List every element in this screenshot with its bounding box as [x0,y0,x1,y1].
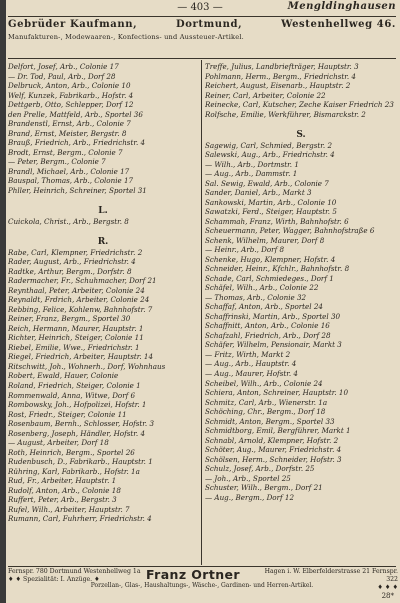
directory-entry: Brodt, Ernst, Bergm., Colonie 7 [8,147,123,157]
directory-entry: Schmidtborg, Emil, Bergführer, Markt 1 [205,426,351,436]
ad-bottom-rule [8,58,396,59]
directory-entry: Brauß, Friedrich, Arb., Friedrichstr. 4 [8,138,146,148]
signature-mark: 28* [381,592,394,600]
section-gap [205,119,397,129]
section-gap [8,226,198,236]
directory-entry: — Aug., Maurer, Hofstr. 4 [205,368,298,378]
directory-entry: Brandl, Michael, Arb., Colonie 17 [8,166,130,176]
directory-entry: Rabe, Carl, Klempner, Friedrichstr. 2 [8,247,143,257]
directory-entry: Rudenbusch, D., Fabrikarb., Hauptstr. 1 [8,457,153,467]
directory-entry: Riebel, Emilie, Wwe., Friedrichstr. 1 [8,342,140,352]
directory-entry: Scheuermann, Peter, Wagger, Bahnhofstraße 6 [205,226,375,236]
directory-entry: Sawatzki, Ferd., Steiger, Hauptstr. 5 [205,207,337,217]
section-letter: L. [98,205,108,216]
directory-entry: Reiner, Franz, Bergm., Sportel 30 [8,314,131,324]
directory-entry: Dettgerb, Otto, Schlepper, Dorf 12 [8,100,134,110]
directory-entry: — Thomas, Arb., Colonie 32 [205,292,307,302]
directory-entry: Reichert, August, Eisenarb., Hauptstr. 2 [205,81,351,91]
left-column [8,62,198,562]
directory-entry: — Wilh., Arb., Dortmstr. 1 [205,159,299,169]
directory-entry: Rombowsky, Joh., Hofpolizei, Hofstr. 1 [8,400,147,410]
directory-entry: Ritschwitt, Joh., Wohnerh., Dorf, Wohnhaus [8,361,166,371]
directory-entry: — Dr. Tod, Paul, Arb., Dorf 28 [8,71,116,81]
page-number: — 403 — [177,2,223,13]
directory-entry: Schiera, Anton, Schreiner, Hauptstr. 10 [205,388,348,398]
ad-city: Dortmund, [176,19,243,30]
directory-entry: Schölsen, Herm., Schneider, Hofstr. 3 [205,454,342,464]
directory-entry: Phller, Heinrich, Schreiner, Sportel 31 [8,185,147,195]
directory-entry: Richter, Heinrich, Steiger, Colonie 11 [8,333,144,343]
directory-entry: Reich, Hermann, Maurer, Hauptstr. 1 [8,323,144,333]
directory-entry: Schaffrinski, Martin, Arb., Sportel 30 [205,311,341,321]
top-advertisement [8,18,396,58]
directory-entry: Schöching, Chr., Bergm., Dorf 18 [205,407,326,417]
directory-entry: Welf, Kunzek, Fabrikarb., Hofstr. 4 [8,90,134,100]
directory-entry: Rebbing, Felice, Kohlenw, Bahnhofstr. 7 [8,304,153,314]
directory-entry: Sankowski, Martin, Arb., Colonie 10 [205,197,337,207]
directory-entry: — August, Arbeiter, Dorf 18 [8,438,109,448]
directory-entry: Delbruck, Anton, Arb., Colonie 10 [8,81,131,91]
directory-entry: — Aug., Arb., Hauptstr. 4 [205,359,297,369]
directory-entry: Rufel, Wilh., Arbeiter, Hauptstr. 7 [8,504,130,514]
directory-entry: Schammah, Franz, Wirth, Bahnhofstr. 6 [205,216,349,226]
directory-entry: Rost, Friedr., Steiger, Colonie 11 [8,409,127,419]
ad-address: Westenhellweg 46. [281,19,396,30]
directory-entry: Schmitz, Carl, Arb., Wienerstr. 1a [205,397,328,407]
section-gap [8,195,198,205]
footer-goods: Porzellan-, Glas-, Haushaltungs-, Wäsche-, Gardinen- und Herren-Artikel. [90,582,314,589]
directory-entry: Schnabl, Arnold, Klempner, Hofstr. 2 [205,435,339,445]
section-letter: R. [97,236,109,247]
directory-entry: Brandenstl, Ernst, Arb., Colonie 7 [8,119,131,129]
directory-entry: Sal. Sewig, Ewald, Arb., Colonie 7 [205,178,329,188]
directory-entry: Roth, Heinrich, Bergm., Sportel 26 [8,447,135,457]
directory-entry: Rühring, Karl, Fabrikarb., Hofstr. 1a [8,466,140,476]
footer-left-line2: ♦ ♦ Spezialität: I. Anzüge. ♦ [8,576,100,583]
directory-entry: Rader, August, Arb., Friedrichstr. 4 [8,257,136,267]
directory-entry: Delfort, Josef, Arb., Colonie 17 [8,62,119,71]
directory-entry: den Prelle, Mattfeld, Arb., Sportel 36 [8,109,143,119]
directory-entry: Schafzahl, Friedrich, Arb., Dorf 28 [205,330,331,340]
directory-entry: Cuickola, Christ., Arb., Bergstr. 8 [8,216,129,226]
right-column [205,62,397,562]
directory-entry: Rolfsche, Emilie, Werkführer, Bismarckstr. 2 [205,109,366,119]
directory-entry: — Joh., Arb., Sportel 25 [205,473,291,483]
directory-entry: Sander, Daniel, Arb., Markt 3 [205,188,312,198]
directory-entry: Rud, Fr., Arbeiter, Hauptstr. 1 [8,476,117,486]
directory-entry: Schöter, Aug., Maurer, Friedrichstr. 4 [205,445,342,455]
footer-right-line1: Hagen i. W. Elberfelderstrasse 21 Fernspr. 322 [264,568,398,583]
directory-entry: Radtke, Arthur, Bergm., Dorfstr. 8 [8,266,132,276]
directory-entry: — Aug., Bergm., Dorf 12 [205,492,295,502]
directory-entry: Brand, Ernst, Meister, Bergstr. 8 [8,128,127,138]
directory-entry: Schäfer, Wilhelm, Pensionair, Markt 3 [205,340,342,350]
directory-entry: Schenke, Hugo, Klempner, Hofstr. 4 [205,254,336,264]
book-spine-edge [0,0,6,603]
directory-entry: — Heinr., Arb., Dorf 8 [205,245,285,255]
directory-entry: Schuster, Wilh., Bergm., Dorf 21 [205,483,323,493]
column-divider [201,60,202,565]
footer-left-line1: Fernspr. 780 Dortmund Westenhellweg 1a [8,568,141,575]
directory-entry: Schulz, Josef, Arb., Dorfstr. 25 [205,464,315,474]
directory-entry: Reinecke, Carl, Kutscher, Zeche Kaiser Friedrich 23 [205,100,394,110]
directory-entry: Schade, Carl, Schmiedeges., Dorf 1 [205,273,334,283]
footer-firm-name: Franz Ortner [146,567,240,582]
directory-entry: Bauspal, Thomas, Arb., Colonie 17 [8,176,134,186]
ad-firm-name: Gebrüder Kaufmann, [8,19,138,30]
directory-entry: Schenk, Wilhelm, Maurer, Dorf 8 [205,235,325,245]
footer-advertisement [8,568,396,594]
directory-entry: — Fritz, Wirth, Markt 2 [205,349,291,359]
section-letter: S. [296,129,306,140]
directory-entry: Riegel, Friedrich, Arbeiter, Hauptstr. 14 [8,352,154,362]
directory-entry: Roland, Friedrich, Steiger, Colonie 1 [8,380,141,390]
directory-entry: Schaffnitt, Anton, Arb., Colonie 16 [205,321,330,331]
directory-entry: Rumann, Carl, Fuhrherr, Friedrichstr. 4 [8,514,152,524]
directory-entry: Scheibel, Wilh., Arb., Colonie 24 [205,378,323,388]
directory-entry: Robert, Ewald, Hauer, Colonie [8,371,119,381]
directory-entry: Treffe, Julius, Landbriefträger, Hauptstr. 3 [205,62,359,71]
footer-right-line2: ♦ ♦ ♦ [377,584,398,591]
header-rule [8,16,396,17]
directory-entry: Rommenwald, Anna, Witwe, Dorf 6 [8,390,136,400]
directory-entry: Rosenberg, Joseph, Händler, Hofstr. 4 [8,428,145,438]
directory-entry: Radermacher, Fr., Schuhmacher, Dorf 21 [8,276,157,286]
directory-entry: Pohlmann, Herm., Bergm., Friedrichstr. 4 [205,71,356,81]
directory-entry: Schaffaf, Anton, Arb., Sportel 24 [205,302,323,312]
directory-entry: — Aug., Arb., Dammstr. 1 [205,169,298,179]
directory-entry: Salewski, Aug., Arb., Friedrichstr. 4 [205,150,335,160]
directory-entry: Sagewig, Carl, Schmied, Bergstr. 2 [205,140,332,150]
directory-entry: Reynaldt, Frdrich, Arbeiter, Colonie 24 [8,295,150,305]
directory-entry: Schmidt, Anton, Bergm., Sportel 33 [205,416,335,426]
directory-entry: Schäfel, Wilh., Arb., Colonie 22 [205,283,319,293]
directory-entry: Schneider, Heinr., Kfchlr., Bahnhofstr. 8 [205,264,350,274]
directory-entry: Reiner, Carl, Arbeiter, Colonie 22 [205,90,326,100]
directory-entry: Ruffert, Peter, Arb., Bergstr. 3 [8,495,117,505]
ad-goods: Manufakturen-, Modewaaren-, Konfections- und Aussteuer-Artikel. [8,33,244,41]
directory-entry: Rudolf, Anton, Arb., Colonie 18 [8,485,121,495]
directory-entry: Reynthaal, Peter, Arbeiter, Colonie 24 [8,285,145,295]
directory-entry: Rosenbaum, Bernh., Schlosser, Hofstr. 3 [8,419,155,429]
directory-entry: — Peter, Bergm., Colonie 7 [8,157,106,167]
running-head-place: Mengldinghausen [287,1,396,12]
